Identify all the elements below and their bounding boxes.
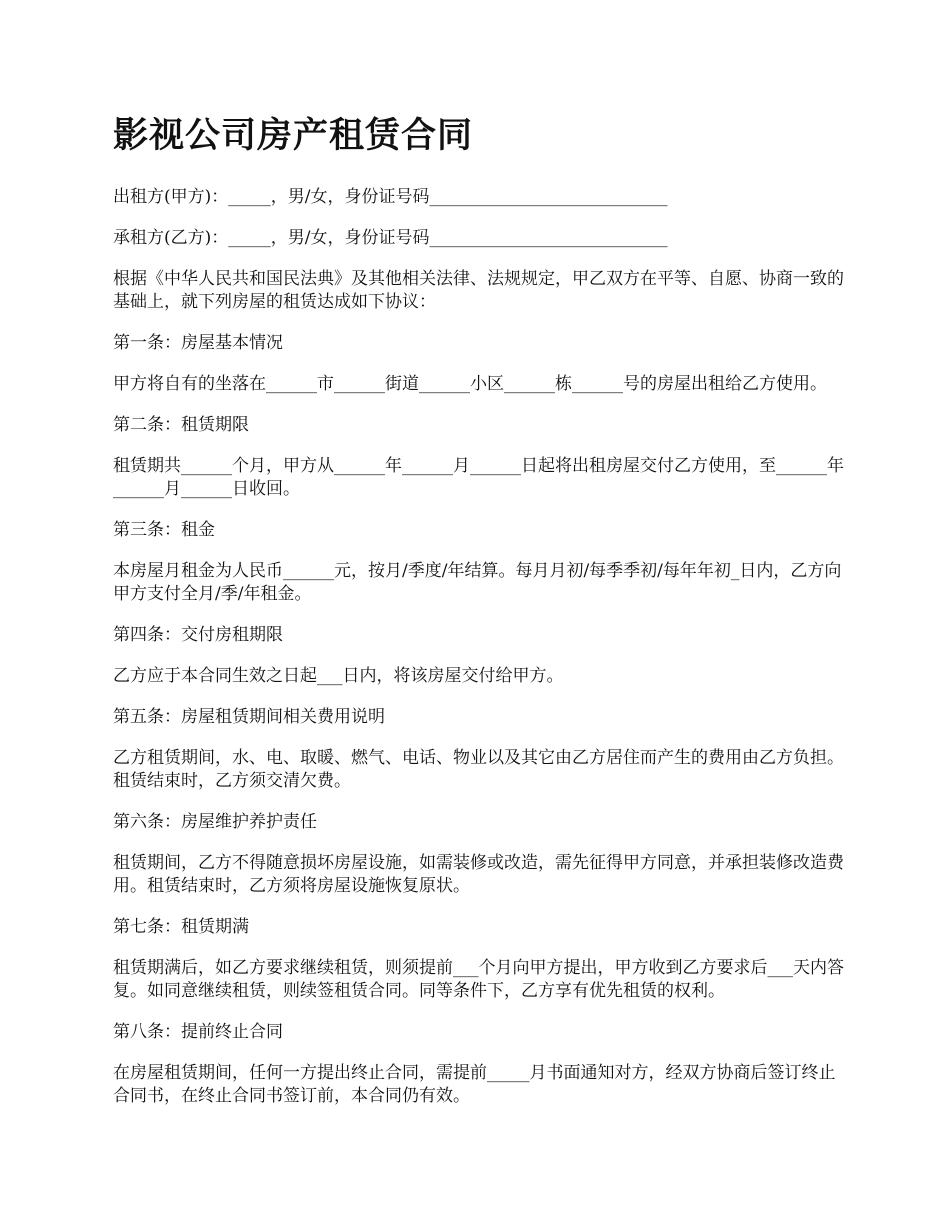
article-4-heading: 第四条：交付房租期限 [113,625,283,645]
article-5-heading: 第五条：房屋租赁期间相关费用说明 [113,707,385,727]
article-8-body: 在房屋租赁期间，任何一方提出终止合同，需提前_____月书面通知对方，经双方协商后签订终止合同书，在终止合同书签订前，本合同仍有效。 [113,1063,836,1106]
article-2-heading: 第二条：租赁期限 [113,415,249,435]
article-3-heading: 第三条：租金 [113,520,215,540]
lessee-line: 承租方(乙方)：_____，男/女，身份证号码____________________________ [113,228,668,248]
article-2-body: 租赁期共______个月，甲方从______年______月______日起将出租房屋交付乙方使用，至______年______月______日收回。 [113,456,844,499]
article-7-heading: 第七条：租赁期满 [113,917,249,937]
article-4-body: 乙方应于本合同生效之日起___日内，将该房屋交付给甲方。 [113,666,564,686]
article-5-body: 乙方租赁期间，水、电、取暖、燃气、电话、物业以及其它由乙方居住而产生的费用由乙方负担。租赁结束时，乙方须交清欠费。 [113,748,844,791]
article-6-heading: 第六条：房屋维护养护责任 [113,812,317,832]
article-8-heading: 第八条：提前终止合同 [113,1022,283,1042]
article-7-body: 租赁期满后，如乙方要求继续租赁，则须提前___个月向甲方提出，甲方收到乙方要求后___天内答复。如同意继续租赁，则续签租赁合同。同等条件下，乙方享有优先租赁的权利。 [113,958,844,1001]
document-page [113,108,848,1126]
article-1-body: 甲方将自有的坐落在______市______街道______小区______栋______号的房屋出租给乙方使用。 [113,374,827,394]
document-title: 影视公司房产租赁合同 [113,115,474,156]
preamble-paragraph: 根据《中华人民共和国民法典》及其他相关法律、法规规定，甲乙双方在平等、自愿、协商一致的基础上，就下列房屋的租赁达成如下协议： [113,269,844,312]
article-6-body: 租赁期间，乙方不得随意损坏房屋设施，如需装修或改造，需先征得甲方同意，并承担装修改造费用。租赁结束时，乙方须将房屋设施恢复原状。 [113,853,844,896]
lessor-line: 出租方(甲方)：_____，男/女，身份证号码____________________________ [113,187,668,207]
article-1-heading: 第一条：房屋基本情况 [113,333,283,353]
article-3-body: 本房屋月租金为人民币______元，按月/季度/年结算。每月月初/每季季初/每年年初_日内，乙方向甲方支付全月/季/年租金。 [113,561,842,604]
